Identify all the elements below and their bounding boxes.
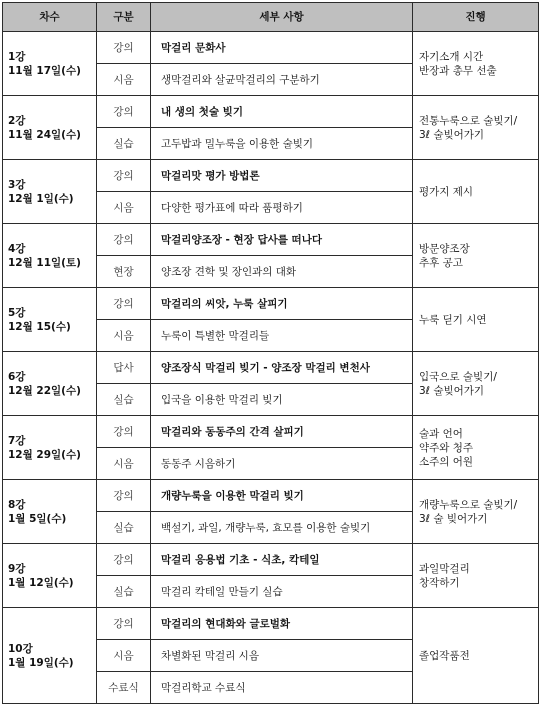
schedule-body [3, 32, 539, 704]
progress-cell [413, 224, 539, 288]
session-date: 1월 12일(수) [8, 576, 74, 589]
progress-line: 입국으로 술빚기/ [419, 370, 497, 383]
progress-line: 누룩 딛기 시연 [419, 313, 487, 326]
type-cell: 강의 [97, 160, 151, 192]
session-date: 11월 17일(수) [8, 64, 81, 77]
type-cell: 수료식 [97, 672, 151, 704]
topic-cell: 막걸리 응용법 기초 - 식초, 칵테일 [151, 544, 413, 576]
session-number: 5강 [8, 306, 26, 319]
topic-cell: 막걸리맛 평가 방법론 [151, 160, 413, 192]
progress-cell [413, 544, 539, 608]
type-cell: 시음 [97, 320, 151, 352]
table-row [3, 160, 539, 192]
header-details: 세부 사항 [151, 3, 413, 32]
session-cell [3, 32, 97, 96]
progress-line: 방문양조장 [419, 242, 470, 255]
session-number: 1강 [8, 50, 26, 63]
progress-line: 3ℓ 술 빚어가기 [419, 512, 488, 525]
type-cell: 실습 [97, 512, 151, 544]
type-cell: 강의 [97, 32, 151, 64]
type-cell: 실습 [97, 576, 151, 608]
progress-line: 3ℓ 술빚어가기 [419, 128, 485, 141]
topic-cell: 막걸리와 동동주의 간격 살피기 [151, 416, 413, 448]
progress-line: 소주의 어원 [419, 455, 474, 468]
topic-cell: 동동주 시음하기 [151, 448, 413, 480]
table-row [3, 32, 539, 64]
session-cell [3, 480, 97, 544]
progress-line: 과일막걸리 [419, 562, 470, 575]
topic-cell: 막걸리 문화사 [151, 32, 413, 64]
progress-cell [413, 160, 539, 224]
session-number: 2강 [8, 114, 26, 127]
type-cell: 시음 [97, 192, 151, 224]
progress-line: 자기소개 시간 [419, 50, 484, 63]
session-date: 12월 15(수) [8, 320, 71, 333]
topic-cell: 차별화된 막걸리 시음 [151, 640, 413, 672]
session-cell [3, 416, 97, 480]
progress-line: 추후 공고 [419, 256, 463, 269]
session-number: 7강 [8, 434, 26, 447]
type-cell: 강의 [97, 416, 151, 448]
type-cell: 강의 [97, 96, 151, 128]
session-date: 1월 19일(수) [8, 656, 74, 669]
type-cell: 강의 [97, 224, 151, 256]
session-date: 12월 22일(수) [8, 384, 81, 397]
session-number: 3강 [8, 178, 26, 191]
session-number: 10강 [8, 642, 33, 655]
session-date: 12월 11일(토) [8, 256, 81, 269]
table-row [3, 608, 539, 640]
table-row [3, 352, 539, 384]
session-cell [3, 160, 97, 224]
topic-cell: 개량누룩을 이용한 막걸리 빚기 [151, 480, 413, 512]
progress-cell [413, 608, 539, 704]
session-cell [3, 224, 97, 288]
topic-cell: 막걸리의 씨앗, 누룩 살피기 [151, 288, 413, 320]
topic-cell: 누룩이 특별한 막걸리들 [151, 320, 413, 352]
topic-cell: 막걸리의 현대화와 글로벌화 [151, 608, 413, 640]
type-cell: 시음 [97, 64, 151, 96]
topic-cell: 막걸리학교 수료식 [151, 672, 413, 704]
topic-cell: 생막걸리와 살균막걸리의 구분하기 [151, 64, 413, 96]
schedule-table [2, 2, 539, 704]
type-cell: 강의 [97, 288, 151, 320]
progress-line: 졸업작품전 [419, 649, 470, 662]
table-row [3, 288, 539, 320]
type-cell: 시음 [97, 448, 151, 480]
type-cell: 강의 [97, 608, 151, 640]
type-cell: 실습 [97, 384, 151, 416]
table-row [3, 416, 539, 448]
type-cell: 강의 [97, 544, 151, 576]
topic-cell: 고두밥과 밀누룩을 이용한 술빚기 [151, 128, 413, 160]
session-cell [3, 288, 97, 352]
topic-cell: 막걸리 칵테일 만들기 실습 [151, 576, 413, 608]
progress-line: 3ℓ 술빚어가기 [419, 384, 485, 397]
table-row [3, 544, 539, 576]
session-number: 6강 [8, 370, 26, 383]
header-row [3, 3, 539, 32]
topic-cell: 백설기, 과일, 개량누룩, 효모를 이용한 술빚기 [151, 512, 413, 544]
progress-cell [413, 288, 539, 352]
session-date: 11월 24일(수) [8, 128, 81, 141]
session-cell [3, 608, 97, 704]
progress-line: 술과 언어 [419, 427, 463, 440]
type-cell: 시음 [97, 640, 151, 672]
session-number: 4강 [8, 242, 26, 255]
type-cell: 강의 [97, 480, 151, 512]
session-cell [3, 352, 97, 416]
type-cell: 현장 [97, 256, 151, 288]
session-date: 1월 5일(수) [8, 512, 67, 525]
table-row [3, 480, 539, 512]
session-cell [3, 96, 97, 160]
header-progress: 진행 [413, 3, 539, 32]
session-cell [3, 544, 97, 608]
progress-cell [413, 96, 539, 160]
topic-cell: 양조장식 막걸리 빚기 - 양조장 막걸리 변천사 [151, 352, 413, 384]
type-cell: 답사 [97, 352, 151, 384]
progress-cell [413, 32, 539, 96]
progress-cell [413, 480, 539, 544]
progress-line: 약주와 청주 [419, 441, 474, 454]
session-number: 9강 [8, 562, 26, 575]
progress-cell [413, 352, 539, 416]
session-date: 12월 29일(수) [8, 448, 81, 461]
topic-cell: 양조장 견학 및 장인과의 대화 [151, 256, 413, 288]
header-session: 차수 [3, 3, 97, 32]
session-date: 12월 1일(수) [8, 192, 74, 205]
progress-line: 전통누룩으로 술빚기/ [419, 114, 518, 127]
session-number: 8강 [8, 498, 26, 511]
topic-cell: 다양한 평가표에 따라 품평하기 [151, 192, 413, 224]
type-cell: 실습 [97, 128, 151, 160]
progress-line: 개량누룩으로 술빚기/ [419, 498, 518, 511]
header-type: 구분 [97, 3, 151, 32]
table-row [3, 96, 539, 128]
progress-line: 반장과 총무 선출 [419, 64, 497, 77]
progress-cell [413, 416, 539, 480]
topic-cell: 내 생의 첫술 빚기 [151, 96, 413, 128]
table-row [3, 224, 539, 256]
topic-cell: 입국을 이용한 막걸리 빚기 [151, 384, 413, 416]
topic-cell: 막걸리양조장 - 현장 답사를 떠나다 [151, 224, 413, 256]
progress-line: 창작하기 [419, 576, 460, 589]
progress-line: 평가지 제시 [419, 185, 474, 198]
